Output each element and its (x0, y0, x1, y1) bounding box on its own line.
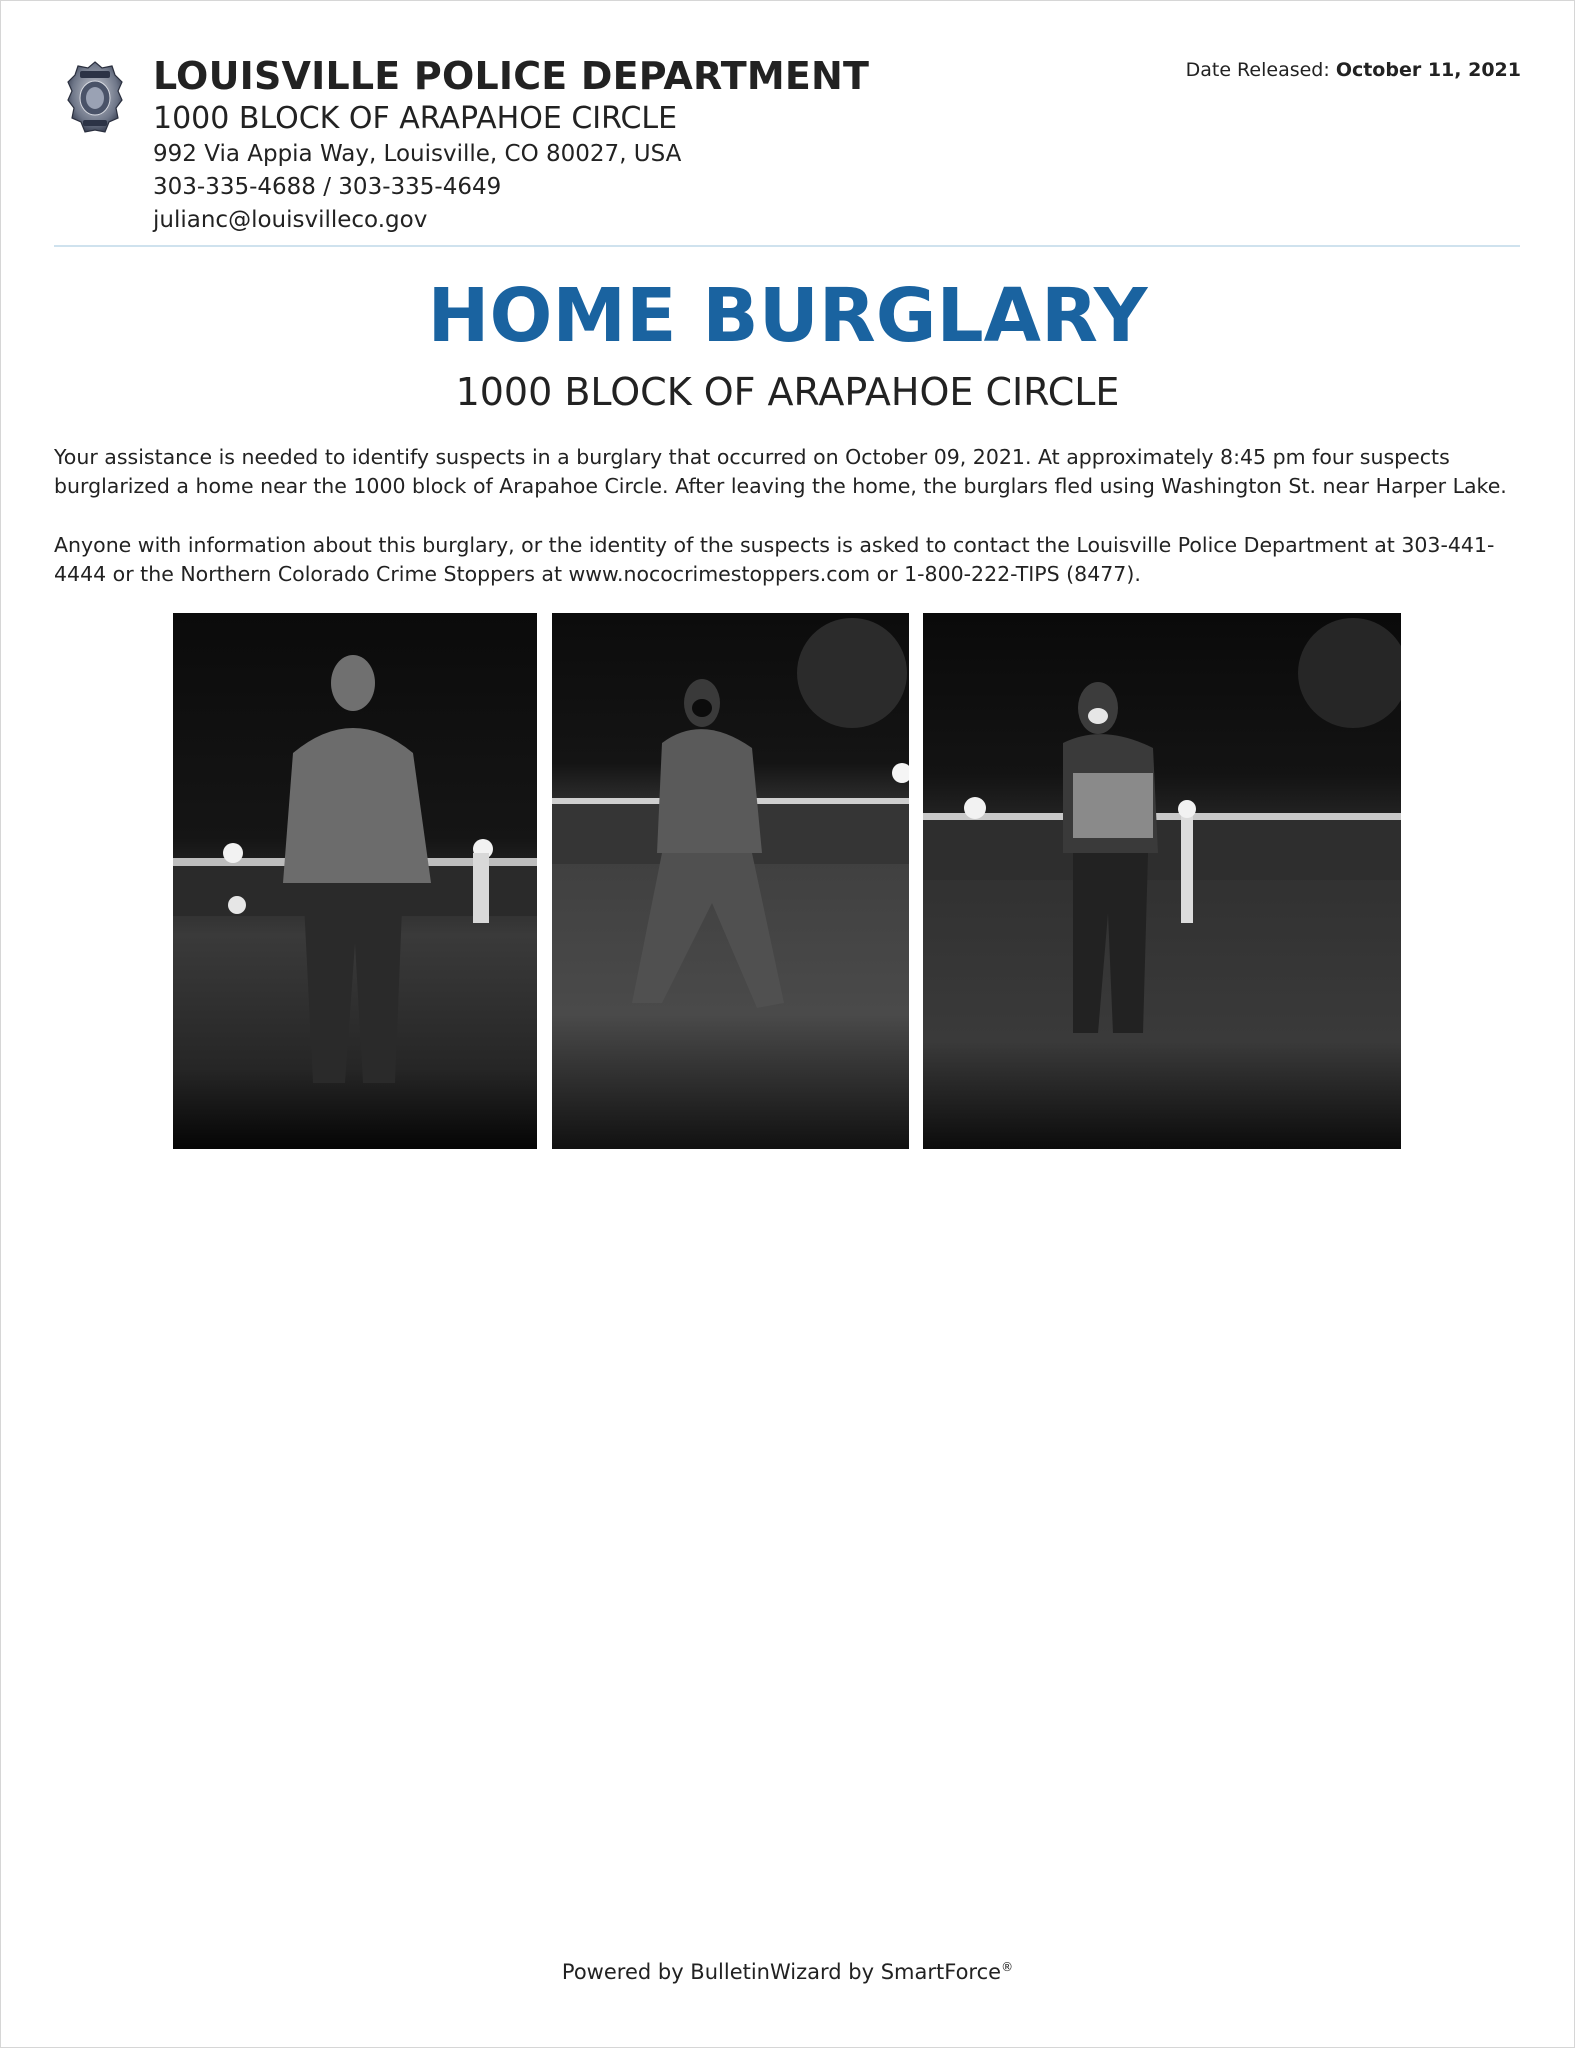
header-divider (54, 245, 1520, 247)
date-value: October 11, 2021 (1335, 59, 1521, 81)
footer-registered-mark: ® (1001, 1960, 1014, 1974)
agency-email[interactable]: julianc@louisvilleco.gov (153, 207, 428, 233)
footer-text: Powered by BulletinWizard by SmartForce (561, 1960, 1002, 1984)
agency-address: 992 Via Appia Way, Louisville, CO 80027, USA (153, 141, 682, 167)
police-badge-icon (66, 60, 124, 138)
date-released (1186, 58, 1521, 82)
agency-location: 1000 BLOCK OF ARAPAHOE CIRCLE (153, 101, 678, 136)
bulletin-description: Your assistance is needed to identify suspects in a burglary that occurred on October 09, 2021. At approximately 8:45 pm four suspects burglarized a home near the 1000 block of Arapahoe Circle. After leaving the home, the burglars fled using Washington St. near Harper Lake. (54, 445, 1507, 498)
agency-name: LOUISVILLE POLICE DEPARTMENT (153, 54, 870, 98)
bulletin-subtitle: 1000 BLOCK OF ARAPAHOE CIRCLE (455, 370, 1120, 414)
bulletin-contact-info: Anyone with information about this burglary, or the identity of the suspects is asked to contact the Louisville Police Department at 303-441-4444 or the Northern Colorado Crime Stoppers at www.nococrimestoppers.com or 1-800-222-TIPS (8477). (54, 533, 1495, 586)
date-label: Date Released: (1185, 59, 1330, 81)
agency-info (153, 52, 869, 237)
footer (0, 1953, 1575, 1986)
suspect-photo-2[interactable] (552, 613, 909, 1149)
agency-phones: 303-335-4688 / 303-335-4649 (153, 174, 502, 200)
suspect-photo-1[interactable] (173, 613, 537, 1149)
bulletin-title: HOME BURGLARY (427, 273, 1148, 359)
suspect-photo-3[interactable] (923, 613, 1401, 1149)
